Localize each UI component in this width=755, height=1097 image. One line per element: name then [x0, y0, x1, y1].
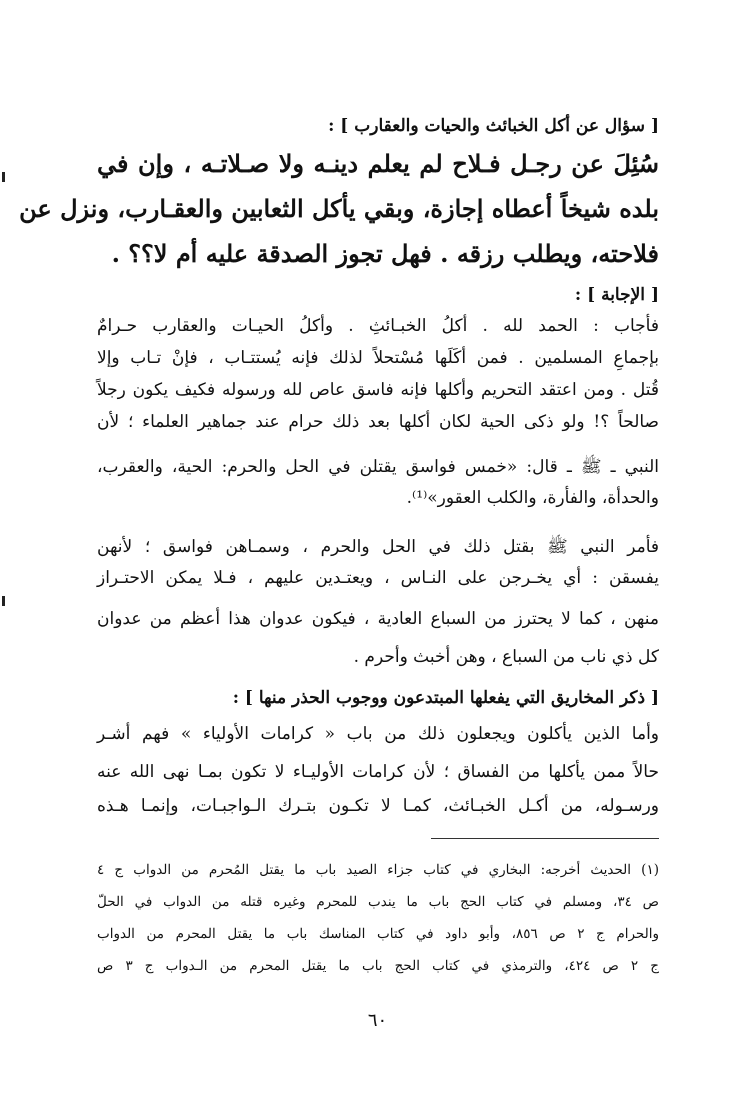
- margin-mark-top: [2, 172, 5, 182]
- answer-line: فأجاب : الحمد لله . أكلُ الخبـائثِ . وأكلُ الحيـات والعقارب حـرامٌ: [97, 316, 659, 336]
- footnote-separator: [431, 838, 659, 839]
- section-line: حالاً ممن يأكلها من الفساق ؛ لأن كرامات الأوليـاء لا تكون بمـا نهى الله عنه: [97, 762, 659, 782]
- question-heading: [ سؤال عن أكل الخبائث والحيات والعقارب ] :: [328, 116, 659, 136]
- answer-line: قُتل . ومن اعتقد التحريم وأكلها فإنه فاسق عاص لله ورسوله فكيف يكون رجلاً: [97, 380, 659, 400]
- answer-heading: [ الإجابة ] :: [574, 285, 659, 305]
- paragraph-line: كل ذي ناب من السباع ، وهن أخبث وأحرم .: [353, 647, 659, 667]
- section-line: ورسـوله، من أكـل الخبـائث، كمـا لا تكـون بتـرك الـواجبـات، وإنمـا هـذه: [97, 796, 659, 816]
- answer-line: صالحاً ؟! ولو ذكى الحية لكان أكلها بعد ذلك حرام عند جماهير العلماء ؛ لأن: [97, 412, 659, 432]
- margin-mark-middle: [2, 596, 5, 606]
- question-line: سُئِلَ عن رجـل فـلاح لم يعلم دينـه ولا صـلاتـه ، وإن في: [97, 149, 659, 178]
- paragraph-line: منهن ، كما لا يحترز من السباع العادية ، فيكون عدوان هذا أعظم من عدوان: [97, 609, 659, 629]
- paragraph-line: فأمر النبي ﷺ بقتل ذلك في الحل والحرم ، وسمـاهن فواسق ؛ لأنهن: [97, 537, 659, 557]
- page-number: ٦٠: [367, 1010, 388, 1031]
- footnote-line: ص ٣٤، ومسلم في كتاب الحج باب ما يندب للمحرم وغيره قتله من الدواب في الحلّ: [97, 894, 659, 910]
- section-line: وأما الذين يأكلون ويجعلون ذلك من باب « كرامات الأولياء » فهم أشـر: [97, 724, 659, 744]
- paragraph-line: يفسقن : أي يخـرجن على النـاس ، ويعتـدين عليهم ، فـلا يمكن الاحتـراز: [97, 568, 659, 588]
- footnote-line: (١) الحديث أخرجه: البخاري في كتاب جزاء الصيد باب ما يقتل المُحرم من الدواب ج ٤: [97, 862, 659, 878]
- answer-line: النبي ـ ﷺ ـ قال: «خمس فواسق يقتلن في الحل والحرم: الحية، والعقرب،: [97, 457, 659, 477]
- answer-line: والحدأة، والفأرة، والكلب العقور»⁽¹⁾.: [406, 488, 659, 508]
- section-heading: [ ذكر المخاريق التي يفعلها المبتدعون ووجوب الحذر منها ] :: [232, 688, 659, 708]
- answer-line: بإجماعِ المسلمين . فمن أكَلَها مُسْتحلاً لذلك فإنه يُستتـاب ، فإنْ تـاب وإلا: [97, 348, 659, 368]
- footnote-line: ج ٢ ص ٤٢٤، والترمذي في كتاب الحج باب ما يقتل المحرم من الـدواب ج ٣ ص: [97, 958, 659, 974]
- question-line: بلده شيخاً أعطاه إجازة، وبقي يأكل الثعابين والعقـارب، ونزل عن: [19, 194, 659, 223]
- footnote-line: والحرام ج ٢ ص ٨٥٦، وأبو داود في كتاب المناسك باب ما يقتل المحرم من الدواب: [97, 926, 660, 942]
- question-line: فلاحته، ويطلب رزقه . فهل تجوز الصدقة عليه أم لا؟؟ .: [111, 239, 659, 268]
